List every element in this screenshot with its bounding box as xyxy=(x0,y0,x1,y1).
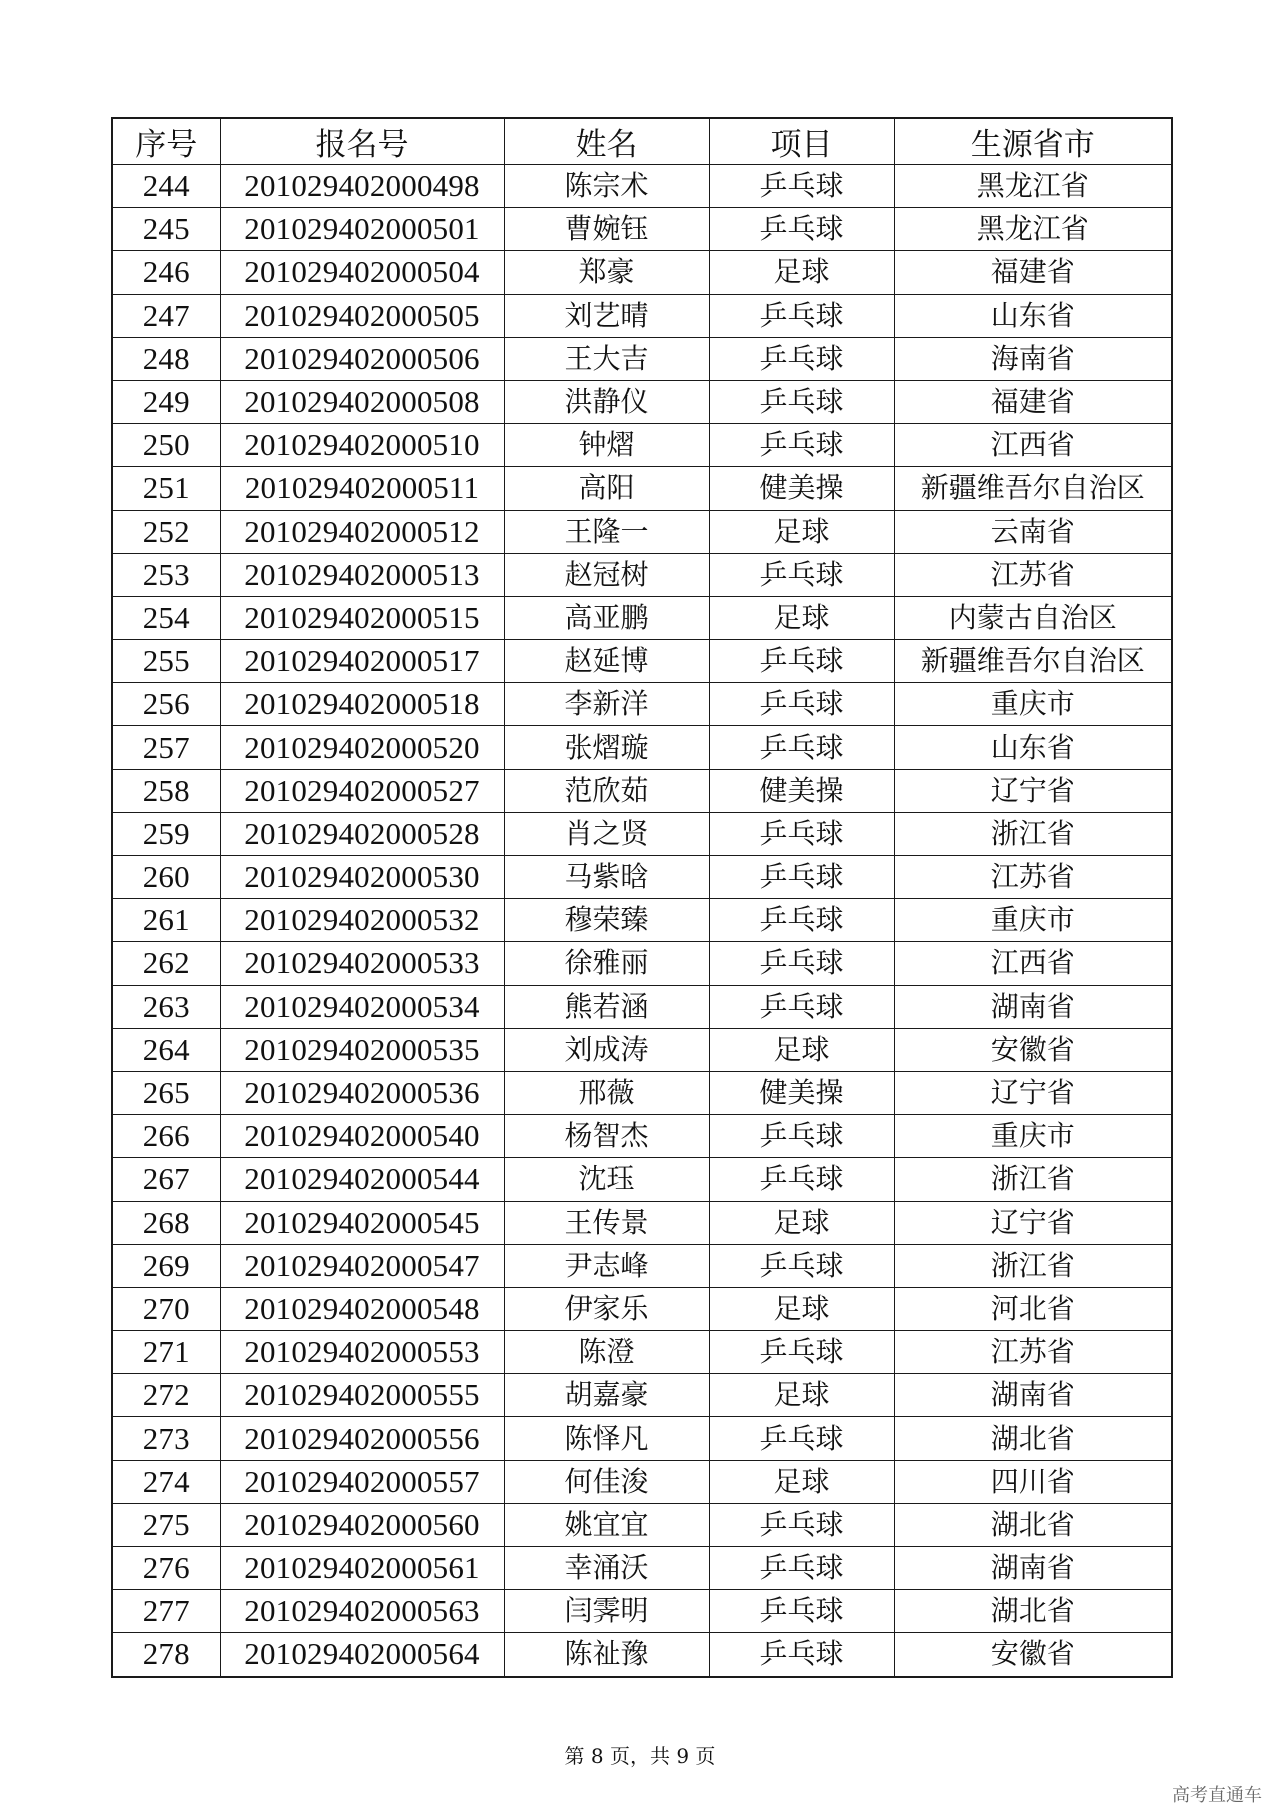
cell-sport: 乒乓球 xyxy=(709,726,894,769)
cell-seq: 245 xyxy=(112,208,220,251)
table-row xyxy=(112,683,1172,726)
cell-province: 江苏省 xyxy=(894,856,1172,899)
table-row xyxy=(112,337,1172,380)
header-seq: 序号 xyxy=(112,118,220,165)
cell-province: 新疆维吾尔自治区 xyxy=(894,640,1172,683)
cell-name: 刘艺晴 xyxy=(504,294,709,337)
cell-registration-number: 201029402000520 xyxy=(220,726,504,769)
cell-name: 杨智杰 xyxy=(504,1115,709,1158)
table-row xyxy=(112,856,1172,899)
cell-registration-number: 201029402000555 xyxy=(220,1374,504,1417)
table-row xyxy=(112,1633,1172,1677)
cell-registration-number: 201029402000512 xyxy=(220,510,504,553)
table-row xyxy=(112,553,1172,596)
cell-province: 黑龙江省 xyxy=(894,165,1172,208)
cell-province: 浙江省 xyxy=(894,1244,1172,1287)
cell-name: 王隆一 xyxy=(504,510,709,553)
table-row xyxy=(112,380,1172,423)
cell-registration-number: 201029402000545 xyxy=(220,1201,504,1244)
table-row xyxy=(112,1503,1172,1546)
cell-registration-number: 201029402000505 xyxy=(220,294,504,337)
cell-registration-number: 201029402000540 xyxy=(220,1115,504,1158)
table-row xyxy=(112,1287,1172,1330)
cell-name: 穆荣臻 xyxy=(504,899,709,942)
cell-seq: 251 xyxy=(112,467,220,510)
table-row xyxy=(112,812,1172,855)
roster-table xyxy=(111,117,1173,1678)
cell-name: 幸涌沃 xyxy=(504,1547,709,1590)
cell-seq: 267 xyxy=(112,1158,220,1201)
cell-name: 高亚鹏 xyxy=(504,596,709,639)
cell-sport: 健美操 xyxy=(709,467,894,510)
cell-sport: 足球 xyxy=(709,510,894,553)
cell-seq: 263 xyxy=(112,985,220,1028)
table-row xyxy=(112,294,1172,337)
cell-seq: 256 xyxy=(112,683,220,726)
cell-seq: 255 xyxy=(112,640,220,683)
table-row xyxy=(112,1374,1172,1417)
cell-province: 湖南省 xyxy=(894,1374,1172,1417)
cell-province: 浙江省 xyxy=(894,812,1172,855)
cell-registration-number: 201029402000557 xyxy=(220,1460,504,1503)
cell-registration-number: 201029402000533 xyxy=(220,942,504,985)
table-row xyxy=(112,769,1172,812)
cell-seq: 248 xyxy=(112,337,220,380)
cell-registration-number: 201029402000553 xyxy=(220,1331,504,1374)
cell-name: 胡嘉豪 xyxy=(504,1374,709,1417)
cell-seq: 247 xyxy=(112,294,220,337)
cell-sport: 乒乓球 xyxy=(709,985,894,1028)
cell-registration-number: 201029402000561 xyxy=(220,1547,504,1590)
cell-seq: 257 xyxy=(112,726,220,769)
cell-province: 湖北省 xyxy=(894,1590,1172,1633)
cell-registration-number: 201029402000518 xyxy=(220,683,504,726)
cell-registration-number: 201029402000498 xyxy=(220,165,504,208)
cell-name: 熊若涵 xyxy=(504,985,709,1028)
cell-name: 陈怿凡 xyxy=(504,1417,709,1460)
cell-name: 伊家乐 xyxy=(504,1287,709,1330)
cell-seq: 260 xyxy=(112,856,220,899)
cell-sport: 乒乓球 xyxy=(709,1158,894,1201)
cell-registration-number: 201029402000544 xyxy=(220,1158,504,1201)
table-row xyxy=(112,1071,1172,1114)
cell-sport: 乒乓球 xyxy=(709,1590,894,1633)
cell-sport: 足球 xyxy=(709,251,894,294)
cell-name: 肖之贤 xyxy=(504,812,709,855)
cell-province: 山东省 xyxy=(894,726,1172,769)
cell-province: 江西省 xyxy=(894,424,1172,467)
cell-registration-number: 201029402000560 xyxy=(220,1503,504,1546)
cell-seq: 262 xyxy=(112,942,220,985)
cell-sport: 乒乓球 xyxy=(709,899,894,942)
cell-province: 黑龙江省 xyxy=(894,208,1172,251)
cell-province: 湖南省 xyxy=(894,1547,1172,1590)
cell-name: 陈宗术 xyxy=(504,165,709,208)
cell-seq: 252 xyxy=(112,510,220,553)
cell-province: 江苏省 xyxy=(894,553,1172,596)
cell-name: 陈祉豫 xyxy=(504,1633,709,1677)
cell-seq: 274 xyxy=(112,1460,220,1503)
cell-sport: 足球 xyxy=(709,1287,894,1330)
cell-seq: 258 xyxy=(112,769,220,812)
cell-province: 四川省 xyxy=(894,1460,1172,1503)
cell-sport: 乒乓球 xyxy=(709,337,894,380)
table-row xyxy=(112,1201,1172,1244)
cell-registration-number: 201029402000527 xyxy=(220,769,504,812)
cell-registration-number: 201029402000501 xyxy=(220,208,504,251)
cell-registration-number: 201029402000563 xyxy=(220,1590,504,1633)
table-row xyxy=(112,985,1172,1028)
table-row xyxy=(112,1417,1172,1460)
cell-province: 海南省 xyxy=(894,337,1172,380)
table-row xyxy=(112,1028,1172,1071)
cell-name: 马紫晗 xyxy=(504,856,709,899)
cell-registration-number: 201029402000534 xyxy=(220,985,504,1028)
cell-seq: 272 xyxy=(112,1374,220,1417)
cell-province: 辽宁省 xyxy=(894,769,1172,812)
cell-seq: 277 xyxy=(112,1590,220,1633)
cell-name: 张熠璇 xyxy=(504,726,709,769)
cell-registration-number: 201029402000504 xyxy=(220,251,504,294)
cell-registration-number: 201029402000517 xyxy=(220,640,504,683)
table-row xyxy=(112,1547,1172,1590)
cell-registration-number: 201029402000511 xyxy=(220,467,504,510)
cell-province: 安徽省 xyxy=(894,1633,1172,1677)
cell-sport: 乒乓球 xyxy=(709,856,894,899)
table-header-row xyxy=(112,118,1172,165)
table-row xyxy=(112,208,1172,251)
cell-name: 赵延博 xyxy=(504,640,709,683)
cell-name: 钟熠 xyxy=(504,424,709,467)
cell-province: 新疆维吾尔自治区 xyxy=(894,467,1172,510)
cell-seq: 244 xyxy=(112,165,220,208)
header-province: 生源省市 xyxy=(894,118,1172,165)
cell-name: 何佳浚 xyxy=(504,1460,709,1503)
cell-seq: 270 xyxy=(112,1287,220,1330)
cell-registration-number: 201029402000535 xyxy=(220,1028,504,1071)
cell-seq: 276 xyxy=(112,1547,220,1590)
cell-seq: 275 xyxy=(112,1503,220,1546)
cell-sport: 乒乓球 xyxy=(709,208,894,251)
cell-sport: 乒乓球 xyxy=(709,683,894,726)
cell-province: 山东省 xyxy=(894,294,1172,337)
cell-sport: 乒乓球 xyxy=(709,1503,894,1546)
table-row xyxy=(112,1590,1172,1633)
cell-province: 福建省 xyxy=(894,251,1172,294)
cell-sport: 乒乓球 xyxy=(709,1244,894,1287)
cell-registration-number: 201029402000508 xyxy=(220,380,504,423)
cell-province: 安徽省 xyxy=(894,1028,1172,1071)
cell-sport: 健美操 xyxy=(709,1071,894,1114)
cell-province: 浙江省 xyxy=(894,1158,1172,1201)
table-row xyxy=(112,1158,1172,1201)
cell-name: 李新洋 xyxy=(504,683,709,726)
cell-sport: 乒乓球 xyxy=(709,1331,894,1374)
table-row xyxy=(112,1331,1172,1374)
cell-seq: 268 xyxy=(112,1201,220,1244)
table-row xyxy=(112,510,1172,553)
cell-name: 王传景 xyxy=(504,1201,709,1244)
cell-province: 重庆市 xyxy=(894,1115,1172,1158)
cell-name: 郑豪 xyxy=(504,251,709,294)
cell-registration-number: 201029402000548 xyxy=(220,1287,504,1330)
cell-name: 洪静仪 xyxy=(504,380,709,423)
table-row xyxy=(112,1460,1172,1503)
cell-registration-number: 201029402000506 xyxy=(220,337,504,380)
table-row xyxy=(112,424,1172,467)
cell-sport: 乒乓球 xyxy=(709,812,894,855)
cell-sport: 足球 xyxy=(709,1201,894,1244)
cell-sport: 乒乓球 xyxy=(709,380,894,423)
cell-registration-number: 201029402000532 xyxy=(220,899,504,942)
cell-name: 姚宜宜 xyxy=(504,1503,709,1546)
cell-sport: 乒乓球 xyxy=(709,640,894,683)
cell-province: 湖北省 xyxy=(894,1503,1172,1546)
table-row xyxy=(112,596,1172,639)
cell-name: 邢薇 xyxy=(504,1071,709,1114)
cell-registration-number: 201029402000564 xyxy=(220,1633,504,1677)
cell-registration-number: 201029402000528 xyxy=(220,812,504,855)
cell-registration-number: 201029402000536 xyxy=(220,1071,504,1114)
cell-seq: 254 xyxy=(112,596,220,639)
cell-sport: 乒乓球 xyxy=(709,1115,894,1158)
cell-sport: 健美操 xyxy=(709,769,894,812)
cell-sport: 足球 xyxy=(709,1460,894,1503)
table-row xyxy=(112,165,1172,208)
cell-seq: 259 xyxy=(112,812,220,855)
cell-sport: 乒乓球 xyxy=(709,553,894,596)
cell-seq: 261 xyxy=(112,899,220,942)
table-row xyxy=(112,726,1172,769)
table-row xyxy=(112,1244,1172,1287)
cell-sport: 乒乓球 xyxy=(709,1633,894,1677)
cell-registration-number: 201029402000510 xyxy=(220,424,504,467)
header-name: 姓名 xyxy=(504,118,709,165)
cell-seq: 249 xyxy=(112,380,220,423)
cell-name: 赵冠树 xyxy=(504,553,709,596)
cell-seq: 246 xyxy=(112,251,220,294)
cell-province: 湖南省 xyxy=(894,985,1172,1028)
cell-seq: 253 xyxy=(112,553,220,596)
cell-name: 王大吉 xyxy=(504,337,709,380)
cell-sport: 乒乓球 xyxy=(709,294,894,337)
table-row xyxy=(112,942,1172,985)
cell-registration-number: 201029402000556 xyxy=(220,1417,504,1460)
cell-sport: 乒乓球 xyxy=(709,165,894,208)
page-footer: 第 8 页，共 9 页 xyxy=(564,1744,716,1768)
cell-seq: 269 xyxy=(112,1244,220,1287)
cell-seq: 266 xyxy=(112,1115,220,1158)
cell-name: 沈珏 xyxy=(504,1158,709,1201)
cell-province: 云南省 xyxy=(894,510,1172,553)
cell-province: 湖北省 xyxy=(894,1417,1172,1460)
cell-seq: 271 xyxy=(112,1331,220,1374)
cell-province: 辽宁省 xyxy=(894,1071,1172,1114)
table-row xyxy=(112,251,1172,294)
cell-sport: 足球 xyxy=(709,1374,894,1417)
cell-province: 河北省 xyxy=(894,1287,1172,1330)
cell-name: 曹婉钰 xyxy=(504,208,709,251)
cell-sport: 足球 xyxy=(709,596,894,639)
cell-province: 重庆市 xyxy=(894,683,1172,726)
cell-registration-number: 201029402000530 xyxy=(220,856,504,899)
table-row xyxy=(112,899,1172,942)
table-row xyxy=(112,640,1172,683)
cell-province: 辽宁省 xyxy=(894,1201,1172,1244)
cell-province: 重庆市 xyxy=(894,899,1172,942)
cell-registration-number: 201029402000547 xyxy=(220,1244,504,1287)
watermark: 高考直通车 xyxy=(1172,1785,1262,1806)
cell-province: 江苏省 xyxy=(894,1331,1172,1374)
cell-sport: 乒乓球 xyxy=(709,424,894,467)
header-sport: 项目 xyxy=(709,118,894,165)
cell-sport: 乒乓球 xyxy=(709,942,894,985)
cell-registration-number: 201029402000515 xyxy=(220,596,504,639)
cell-sport: 乒乓球 xyxy=(709,1417,894,1460)
cell-sport: 足球 xyxy=(709,1028,894,1071)
cell-name: 陈澄 xyxy=(504,1331,709,1374)
cell-sport: 乒乓球 xyxy=(709,1547,894,1590)
cell-seq: 278 xyxy=(112,1633,220,1677)
cell-name: 刘成涛 xyxy=(504,1028,709,1071)
cell-name: 尹志峰 xyxy=(504,1244,709,1287)
header-registration-number: 报名号 xyxy=(220,118,504,165)
cell-province: 江西省 xyxy=(894,942,1172,985)
cell-name: 闫霁明 xyxy=(504,1590,709,1633)
cell-seq: 265 xyxy=(112,1071,220,1114)
cell-name: 高阳 xyxy=(504,467,709,510)
table-body xyxy=(112,165,1172,1677)
table-row xyxy=(112,1115,1172,1158)
cell-seq: 264 xyxy=(112,1028,220,1071)
cell-name: 徐雅丽 xyxy=(504,942,709,985)
cell-province: 内蒙古自治区 xyxy=(894,596,1172,639)
cell-name: 范欣茹 xyxy=(504,769,709,812)
cell-province: 福建省 xyxy=(894,380,1172,423)
cell-seq: 273 xyxy=(112,1417,220,1460)
cell-seq: 250 xyxy=(112,424,220,467)
table-row xyxy=(112,467,1172,510)
cell-registration-number: 201029402000513 xyxy=(220,553,504,596)
